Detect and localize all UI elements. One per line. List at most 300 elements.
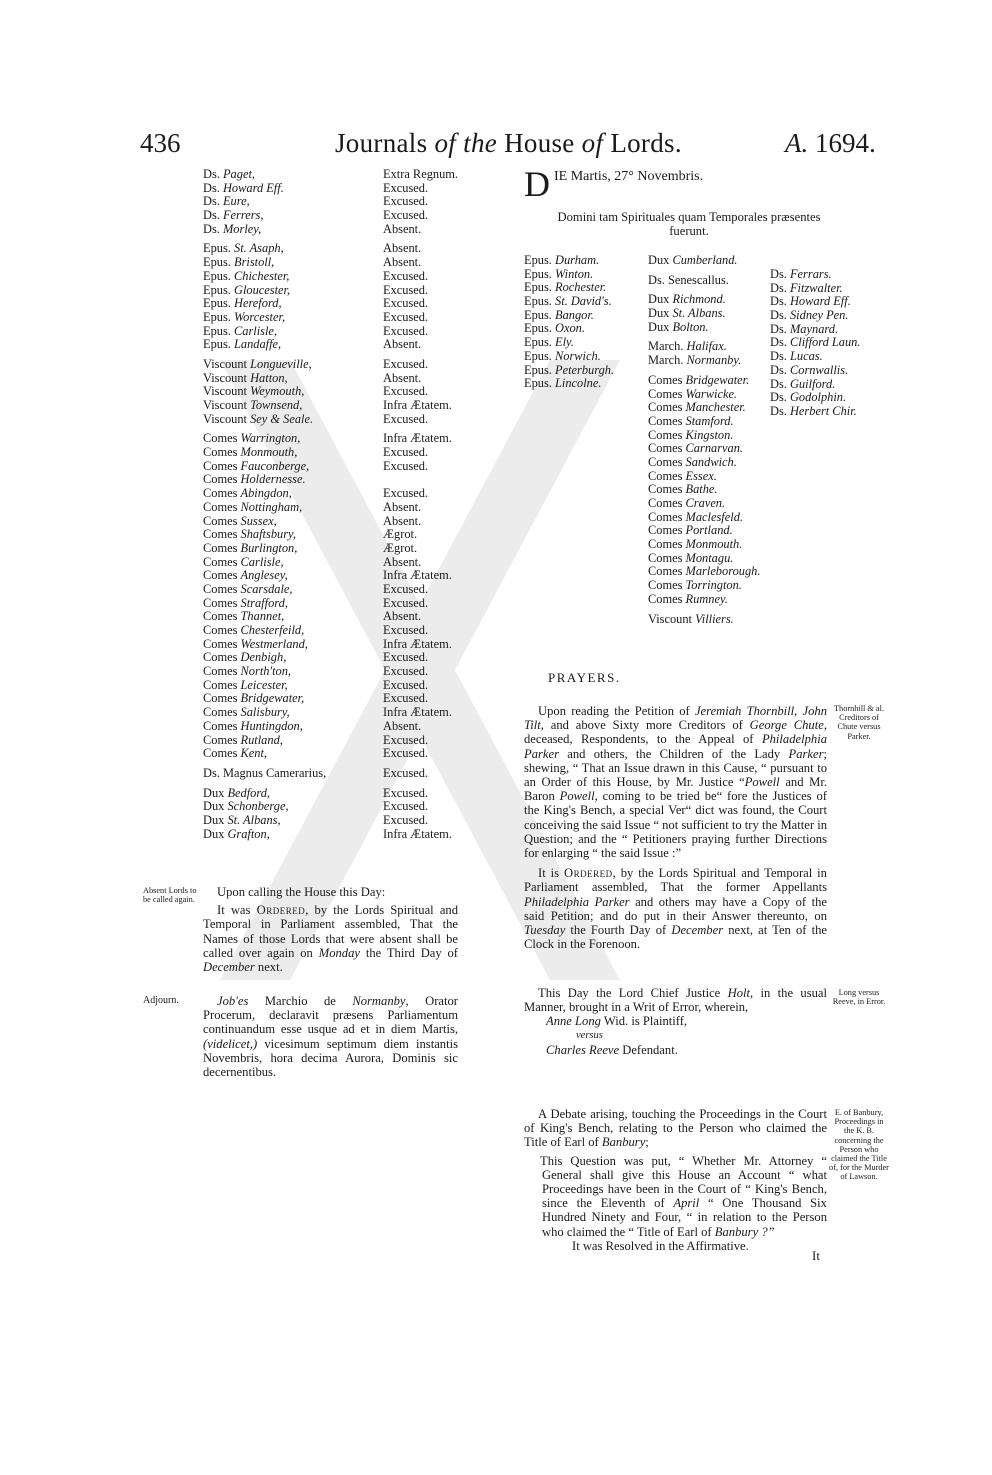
attendance-status: [383, 473, 458, 487]
page-number: 436: [140, 128, 181, 158]
list-item: [203, 209, 326, 223]
list-item: [203, 610, 326, 624]
lord-name: Cumberland.: [672, 253, 738, 267]
attendance-status: Infra Ætatem.: [383, 636, 452, 651]
lord-title: Comes: [203, 581, 238, 596]
list-item: [203, 473, 326, 487]
lord-title: Epus.: [524, 335, 552, 350]
attendance-status: Excused.: [383, 282, 429, 297]
lord-title: Comes: [203, 636, 238, 651]
lord-name: Warwicke.: [685, 386, 738, 401]
list-item: [648, 401, 760, 415]
lord-title: Comes: [648, 400, 683, 415]
present-bishops: [524, 254, 614, 391]
list-item: [203, 528, 326, 542]
attendance-status: Absent.: [383, 221, 422, 236]
list-item: [648, 293, 760, 307]
lord-name: Fauconberge,: [240, 458, 310, 473]
list-item: [203, 168, 326, 182]
lord-name: Bridgewater,: [240, 691, 305, 706]
list-item: [203, 358, 326, 372]
session-date: DIE Martis, 27° Novembris.: [524, 164, 704, 204]
lord-title: Epus.: [203, 282, 231, 297]
attendance-status: Ægrot.: [383, 540, 418, 555]
catchword: It: [812, 1248, 820, 1263]
lord-title: Ds.: [770, 403, 787, 418]
lord-title: Ds.: [770, 376, 787, 391]
lord-name: Herbert Chir.: [789, 403, 857, 418]
lord-name: Thannet,: [240, 609, 285, 624]
attendance-status: Excused.: [383, 677, 429, 692]
lord-title: Viscount: [203, 370, 247, 385]
lord-title: Epus.: [524, 321, 552, 336]
lord-name: Oxon.: [555, 321, 585, 336]
list-item: [648, 613, 760, 627]
lord-name: Normanby.: [686, 353, 742, 368]
attendance-status: Infra Ætatem.: [383, 568, 452, 583]
list-item: [203, 624, 326, 638]
list-item: [648, 552, 760, 566]
attendance-status: Excused.: [383, 746, 429, 761]
lord-name: Craven.: [685, 496, 726, 510]
lord-title: Comes: [203, 431, 238, 446]
lord-name: Clifford Laun.: [789, 335, 861, 350]
list-item: [203, 583, 326, 597]
list-item: [648, 470, 760, 484]
list-item: [203, 501, 326, 515]
lord-title: Dux: [203, 826, 225, 841]
lord-title: Comes: [203, 527, 238, 542]
attendance-status: Excused.: [383, 323, 429, 338]
lord-name: Manchester.: [685, 400, 746, 415]
attendance-status: Excused.: [383, 785, 429, 800]
attendance-status: Extra Regnum.: [383, 167, 459, 181]
lord-title: Comes: [203, 650, 238, 665]
list-item: [203, 814, 326, 828]
present-peers: [648, 254, 760, 626]
attendance-status: Excused.: [383, 445, 429, 460]
list-item: [770, 350, 860, 364]
lord-title: Epus.: [524, 253, 552, 267]
calling-paragraph: Upon calling the House this Day: It was Ordered, by the Lords Spiritual and Temporal in Parliament assembled, That the Names of those Lords that were absent shall be called over again on Monday the Third Day of December next.: [203, 885, 459, 975]
attendance-status: Excused.: [383, 296, 429, 311]
present-barons: [770, 268, 860, 419]
list-item: [203, 432, 326, 446]
list-item: [203, 651, 326, 665]
list-item: [648, 307, 760, 321]
lord-title: Ds.: [203, 221, 220, 236]
lord-title: Comes: [203, 568, 238, 583]
list-item: [203, 720, 326, 734]
lord-title: Ds.: [770, 308, 787, 323]
lord-title: Comes: [648, 413, 683, 428]
lord-title: Comes: [648, 372, 683, 387]
lord-title: Dux: [648, 319, 670, 334]
list-item: [203, 800, 326, 814]
lord-title: Epus.: [203, 296, 231, 311]
margin-note-long-reeve: Long versus Reeve, in Error.: [832, 988, 886, 1007]
lord-name: Chichester,: [234, 268, 290, 283]
lord-title: Epus.: [524, 376, 552, 391]
lord-title: Comes: [648, 537, 683, 552]
attendance-status: Excused.: [383, 458, 429, 473]
list-item: [203, 706, 326, 720]
lord-title: Epus.: [203, 268, 231, 283]
list-item: [770, 295, 860, 309]
lord-name: Montagu.: [685, 550, 734, 565]
list-item: [648, 354, 760, 368]
attendance-status: Excused.: [383, 581, 429, 596]
lord-title: Comes: [648, 454, 683, 469]
list-item: [203, 638, 326, 652]
lord-title: Epus.: [203, 241, 231, 256]
lord-title: Ds.: [770, 294, 787, 309]
list-item: [203, 679, 326, 693]
lord-title: Ds.: [203, 208, 220, 223]
lord-title: Epus.: [524, 280, 552, 295]
writ-of-error-paragraph: This Day the Lord Chief Justice Holt, in the usual Manner, brought in a Writ of Error, wherein, Anne Long Wid. is Plaintiff, versus Charles Reeve Defendant.: [524, 986, 827, 1057]
list-item: [203, 542, 326, 556]
lord-title: Comes: [648, 591, 683, 606]
lord-name: Halifax.: [686, 339, 727, 354]
lord-title: Comes: [648, 496, 683, 510]
lord-name: Paget,: [222, 167, 255, 181]
list-item: [203, 182, 326, 196]
attendance-status: Excused.: [383, 309, 429, 324]
list-item: [203, 515, 326, 529]
lord-title: Comes: [203, 445, 238, 460]
lord-name: Richmond.: [672, 292, 726, 307]
list-item: [203, 665, 326, 679]
lord-name: Denbigh,: [240, 650, 287, 665]
attendance-status: Excused.: [383, 650, 429, 665]
lord-name: Portland.: [685, 523, 733, 538]
lord-title: Comes: [648, 578, 683, 593]
list-item: [203, 734, 326, 748]
prayers-heading: PRAYERS.: [548, 670, 621, 685]
lord-name: Bedford,: [227, 785, 271, 800]
lord-name: Shaftsbury,: [240, 527, 296, 542]
lord-title: Comes: [203, 677, 238, 692]
list-item: [648, 456, 760, 470]
list-item: [524, 350, 614, 364]
attendance-status: Absent.: [383, 513, 422, 528]
lord-name: Maynard.: [789, 321, 839, 336]
list-item: [524, 254, 614, 268]
lord-title: March.: [648, 339, 684, 354]
lord-name: Worcester,: [234, 309, 286, 324]
list-item: [203, 399, 326, 413]
lord-name: Cornwallis.: [789, 362, 849, 377]
lord-title: Comes: [203, 554, 238, 569]
lord-title: Epus.: [524, 266, 552, 281]
lord-title: Comes: [203, 623, 238, 637]
list-item: [648, 374, 760, 388]
lord-name: Kent,: [240, 746, 268, 761]
lord-title: Comes: [648, 550, 683, 565]
list-item: [648, 524, 760, 538]
list-item: [648, 340, 760, 354]
list-item: [770, 378, 860, 392]
lord-title: Ds.: [770, 390, 787, 405]
lord-title: Comes: [203, 732, 238, 747]
lord-title: Viscount: [648, 611, 692, 626]
lord-name: Durham.: [555, 253, 600, 267]
lord-title: Ds.: [203, 167, 220, 181]
list-item: [648, 565, 760, 579]
attendance-status: Excused.: [383, 691, 429, 706]
attendance-status: Excused.: [383, 486, 429, 501]
lord-title: Comes: [203, 458, 238, 473]
list-item: [203, 385, 326, 399]
lord-name: Monmouth.: [685, 537, 743, 552]
lord-title: Comes: [203, 691, 238, 706]
list-item: [648, 388, 760, 402]
lord-name: Rumney.: [685, 591, 728, 606]
list-item: [203, 242, 326, 256]
lord-name: St. Asaph,: [234, 241, 284, 256]
list-item: [203, 692, 326, 706]
lord-title: Dux: [203, 812, 225, 827]
list-item: [203, 487, 326, 501]
list-item: [648, 483, 760, 497]
page-title: Journals of the House of Lords.: [335, 128, 682, 158]
lord-title: Comes: [648, 564, 683, 579]
list-item: [648, 442, 760, 456]
lord-name: Salisbury,: [240, 705, 290, 720]
lord-name: Weymouth,: [250, 384, 305, 399]
list-item: [203, 338, 326, 352]
lord-name: Morley,: [222, 221, 262, 236]
list-item: [203, 747, 326, 761]
list-item: [648, 593, 760, 607]
lord-name: Peterburgh.: [555, 362, 615, 377]
lord-name: Marleborough.: [685, 564, 761, 579]
lord-title: Dux: [648, 306, 670, 321]
list-item: [648, 497, 760, 511]
lord-title: Comes: [203, 513, 238, 528]
lord-name: Schonberge,: [227, 799, 289, 814]
lord-title: Ds.: [770, 362, 787, 377]
lord-title: Dux: [203, 799, 225, 814]
attendance-status: Infra Ætatem.: [383, 398, 452, 412]
list-item: [524, 295, 614, 309]
attendance-status: Absent.: [383, 241, 422, 256]
list-item: [770, 282, 860, 296]
lord-name: Howard Eff.: [789, 294, 851, 309]
list-item: [648, 538, 760, 552]
lord-title: Comes: [203, 472, 238, 487]
lord-title: Dux: [648, 253, 670, 267]
lord-title: Epus.: [524, 348, 552, 363]
list-item: [648, 415, 760, 429]
lord-name: Bathe.: [685, 482, 718, 497]
lord-name: Fitzwalter.: [789, 280, 843, 295]
list-item: [203, 372, 326, 386]
lord-title: Viscount: [203, 411, 247, 426]
lord-title: Epus.: [203, 309, 231, 324]
lord-name: Hereford,: [234, 296, 282, 311]
lord-name: Anglesey,: [240, 568, 288, 583]
list-item: [648, 274, 760, 288]
lord-name: Sussex,: [240, 513, 277, 528]
lord-name: Landaffe,: [234, 337, 282, 352]
lord-title: Comes: [648, 523, 683, 538]
lord-name: Sidney Pen.: [789, 308, 849, 323]
lord-name: Westmerland,: [240, 636, 308, 651]
list-item: [770, 336, 860, 350]
attendance-status: Infra Ætatem.: [383, 826, 452, 841]
list-item: [203, 325, 326, 339]
lord-name: Bangor.: [555, 307, 594, 322]
list-item: [203, 828, 326, 842]
margin-note-banbury: E. of Banbury, Proceedings in the K. B. concerning the Person who claimed the Title of, for the Murder of Lawson.: [829, 1108, 889, 1182]
attendance-status: Ægrot.: [383, 527, 418, 542]
lord-name: Norwich.: [555, 348, 601, 363]
lord-title: Comes: [648, 427, 683, 442]
lord-name: Maclesfeld.: [685, 509, 743, 524]
attendance-status: Excused.: [383, 208, 429, 223]
list-item: [770, 309, 860, 323]
list-item: [648, 511, 760, 525]
list-item: [524, 336, 614, 350]
lord-title: Epus.: [524, 362, 552, 377]
list-item: [203, 767, 326, 781]
lord-name: Gloucester,: [234, 282, 291, 297]
list-item: [203, 297, 326, 311]
list-item: [524, 268, 614, 282]
lord-title: Comes: [648, 468, 683, 483]
lord-name: Nottingham,: [240, 499, 303, 514]
list-item: [770, 364, 860, 378]
lord-title: Comes: [203, 705, 238, 720]
lord-name: Howard Eff.: [222, 180, 284, 195]
lord-title: Viscount: [203, 384, 247, 399]
margin-note-absent-lords: Absent Lords to be called again.: [143, 886, 197, 905]
lord-name: Grafton,: [227, 826, 270, 841]
lord-title: Epus.: [524, 307, 552, 322]
list-item: [524, 377, 614, 391]
lord-name: Lucas.: [789, 349, 823, 364]
lord-title: Epus.: [203, 255, 231, 270]
attendance-status: Excused.: [383, 411, 429, 426]
lord-title: Comes: [203, 595, 238, 610]
lord-name: Burlington,: [240, 540, 298, 555]
lord-name: Ferrars.: [789, 267, 832, 281]
lord-name: Torrington.: [685, 578, 742, 593]
list-item: [203, 413, 326, 427]
lord-name: Leicester,: [240, 677, 288, 692]
banbury-paragraph: A Debate arising, touching the Proceedings in the Court of King's Bench, relating to the Person who claimed the Title of Earl of Banbury; This Question was put, “ Whether Mr. Attorney “ General shall give this House an Account “ what Proceedings have been in the Court of “ King's Bench, since the Eleventh of April “ One Thousand Six Hundred Ninety and Four, “ in relation to the Person who claimed the “ Title of Earl of Banbury ?” It was Resolved in the Affirmative.: [524, 1107, 827, 1253]
lord-title: Ds.: [770, 267, 787, 281]
lord-name: Holdernesse.: [240, 472, 306, 487]
margin-note-adjourn: Adjourn.: [143, 995, 179, 1006]
lord-name: Carlisle,: [240, 554, 284, 569]
list-item: [648, 321, 760, 335]
page-year: A. 1694.: [785, 128, 876, 158]
list-item: [524, 309, 614, 323]
lord-name: Rochester.: [555, 280, 607, 295]
lord-title: Dux: [648, 292, 670, 307]
attendance-status: Infra Ætatem.: [383, 431, 452, 446]
attendance-status: Absent.: [383, 370, 422, 385]
margin-note-thornhill: Thornhill & al. Creditors of Chute versus Parker.: [833, 704, 884, 741]
lord-title: Comes: [203, 540, 238, 555]
lord-name: St. Albans.: [672, 306, 726, 321]
lord-name: Monmouth,: [240, 445, 298, 460]
list-item: [203, 311, 326, 325]
list-item: [524, 364, 614, 378]
lord-title: Epus.: [524, 294, 552, 309]
attendance-status: Infra Ætatem.: [383, 705, 452, 720]
list-item: [648, 254, 760, 268]
lord-title: Comes: [203, 609, 238, 624]
lord-title: Viscount: [203, 356, 247, 371]
attendance-status: Excused.: [383, 595, 429, 610]
lord-name: Scarsdale,: [240, 581, 293, 596]
lord-title: Comes: [648, 441, 683, 456]
list-item: [203, 270, 326, 284]
list-item: [203, 256, 326, 270]
attendance-status: Excused.: [383, 765, 429, 780]
attendance-status: Absent.: [383, 499, 422, 514]
list-item: [203, 195, 326, 209]
lord-title: Comes: [648, 482, 683, 497]
lord-name: Sandwich.: [685, 454, 737, 469]
lord-name: Longueville,: [250, 356, 312, 371]
list-item: [203, 556, 326, 570]
lord-name: Sey & Seale.: [250, 411, 314, 426]
lord-name: Bristoll,: [234, 255, 275, 270]
attendance-status: Excused.: [383, 194, 429, 209]
attendance-status: Excused.: [383, 180, 429, 195]
lord-title: Ds.: [770, 349, 787, 364]
lord-name: Hatton,: [250, 370, 288, 385]
lord-name: Rutland,: [240, 732, 283, 747]
lord-name: Lincolne.: [555, 376, 602, 391]
absent-lords-names: [203, 168, 326, 841]
lord-name: Townsend,: [250, 398, 303, 412]
list-item: [770, 268, 860, 282]
lord-name: Carnarvan.: [685, 441, 744, 456]
lord-title: Dux: [203, 785, 225, 800]
petition-paragraph: Upon reading the Petition of Jeremiah Thornbill, John Tilt, and above Sixty more Creditors of George Chute, deceased, Respondents, to the Appeal of Philadelphia Parker and others, the Children of the Lady Parker; shewing, “ That an Issue drawn in this Cause, “ pursuant to an Order of this House, by Mr. Justice “Powell and Mr. Baron Powell, coming to be tried be“ fore the Justices of the King's Bench, a special Ver“ dict was found, the Court conceiving the said Issue “ not sufficient to try the Matter in Question; and the “ Petitioners praying further Directions for enlarging “ the said Issue :” It is Ordered, by the Lords Spiritual and Temporal in Parliament assembled, That the former Appellants Philadelphia Parker and others may have a Copy of the said Petition; and do put in their Answer thereunto, on Tuesday the Fourth Day of December next, at Ten of the Clock in the Forenoon.: [524, 704, 828, 952]
lord-name: Winton.: [555, 266, 594, 281]
attendance-status: Excused.: [383, 812, 429, 827]
lord-title: Ds. Senescallus.: [648, 272, 729, 287]
list-item: [203, 284, 326, 298]
lord-name: Godolphin.: [789, 390, 847, 405]
lord-title: Ds. Magnus Camerarius,: [203, 765, 327, 780]
lord-title: Ds.: [770, 280, 787, 295]
attendance-status: Excused.: [383, 664, 429, 679]
lord-title: Viscount: [203, 398, 247, 412]
lord-title: Ds.: [770, 335, 787, 350]
lord-name: Eure,: [222, 194, 250, 209]
lord-name: St. Albans,: [227, 812, 281, 827]
lord-name: Kingston.: [685, 427, 734, 442]
lord-name: Stamford.: [685, 413, 734, 428]
attendance-status: Absent.: [383, 609, 422, 624]
lord-name: Guilford.: [789, 376, 836, 391]
attendance-status: Absent.: [383, 554, 422, 569]
list-item: [203, 223, 326, 237]
present-heading: Domini tam Spirituales quam Temporales præsentes fuerunt.: [557, 210, 821, 238]
lord-name: Ely.: [555, 335, 574, 350]
lord-title: Ds.: [770, 321, 787, 336]
lord-title: March.: [648, 353, 684, 368]
list-item: [203, 597, 326, 611]
